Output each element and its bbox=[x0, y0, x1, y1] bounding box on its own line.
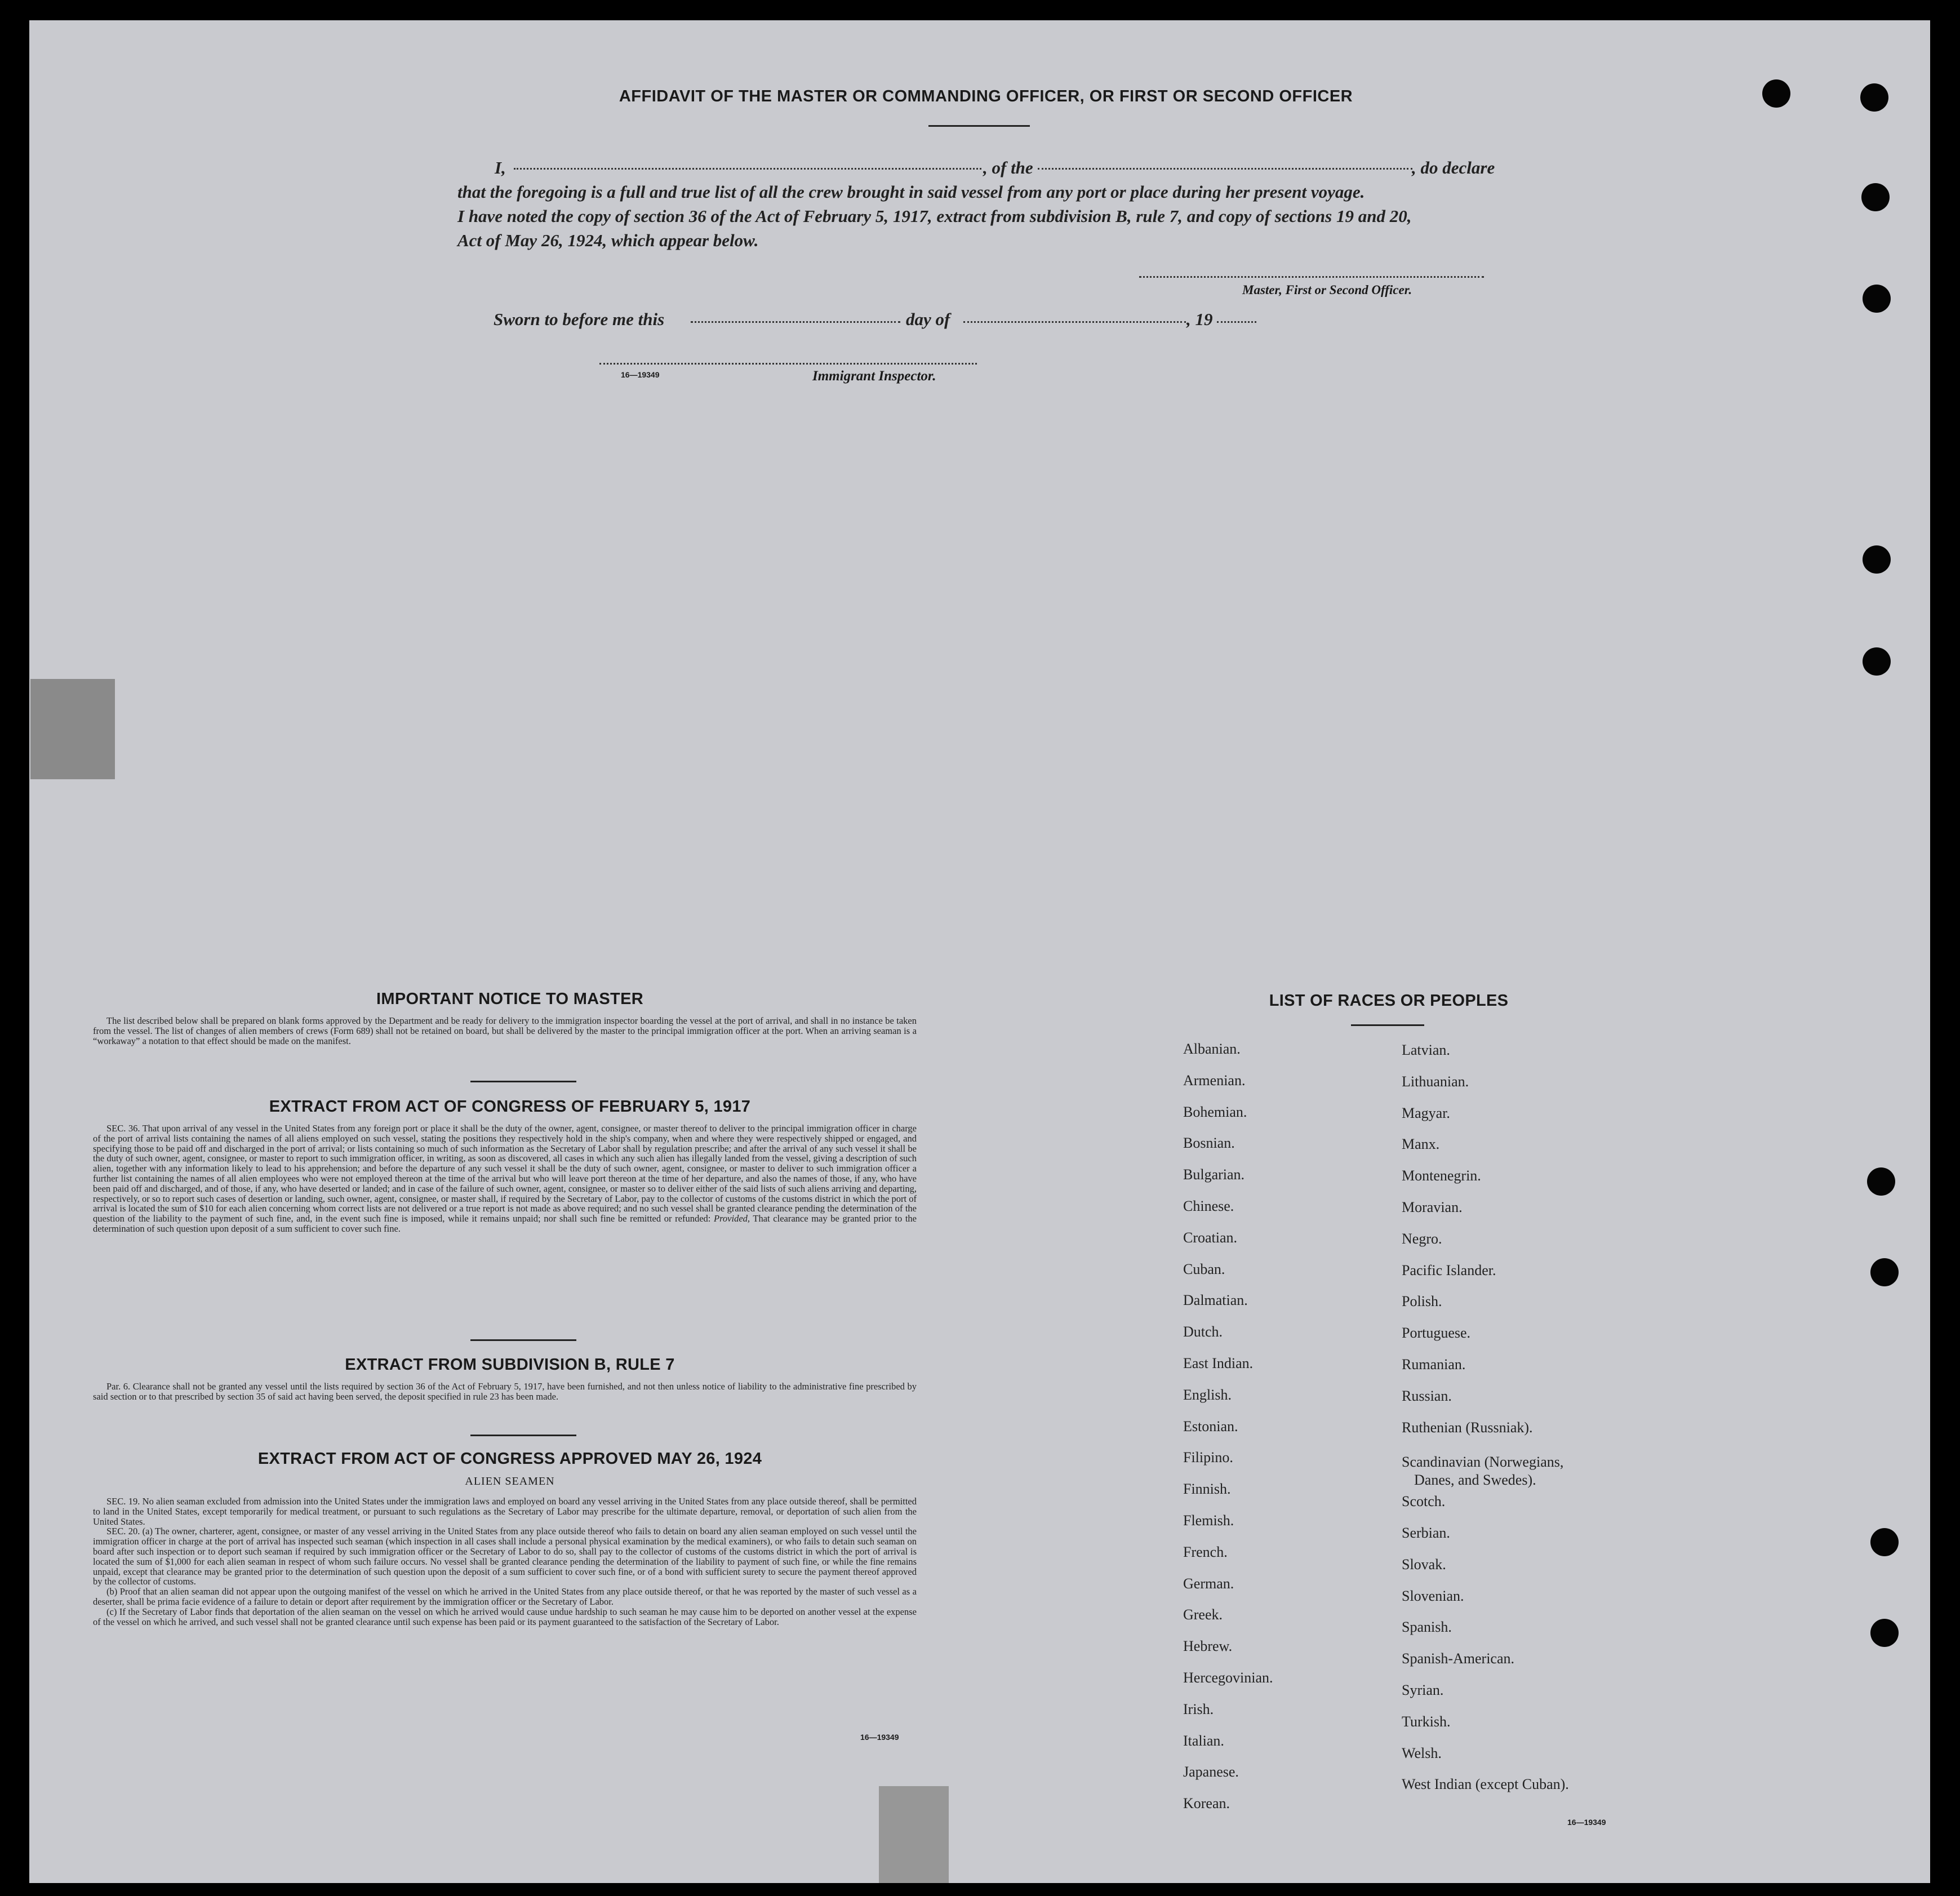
provided-word: Provided, bbox=[714, 1213, 750, 1224]
race-item: West Indian (except Cuban). bbox=[1402, 1776, 1569, 1793]
race-item: Estonian. bbox=[1183, 1418, 1238, 1435]
section-divider bbox=[470, 1339, 576, 1341]
race-item: Chinese. bbox=[1183, 1198, 1234, 1214]
sec20c-paragraph: (c) If the Secretary of Labor finds that deportation of the alien seaman on the vessel on which he arrived would cause undue hardship to such seaman he may cause him to be deported on another vessel at the expense of the vessel on which he arrived, and such vessel shall not be granted clearance until such expense has been paid or its payment guaranteed to the satisfaction of the Secretary of Labor. bbox=[93, 1606, 917, 1627]
race-item: Hercegovinian. bbox=[1183, 1669, 1273, 1686]
race-item: Latvian. bbox=[1402, 1042, 1450, 1058]
race-item: German. bbox=[1183, 1575, 1234, 1592]
race-item: Slovak. bbox=[1402, 1556, 1446, 1573]
punch-hole bbox=[1861, 183, 1890, 211]
race-item: Spanish. bbox=[1402, 1619, 1452, 1636]
race-item: Albanian. bbox=[1183, 1041, 1241, 1057]
race-item: Bosnian. bbox=[1183, 1135, 1235, 1152]
rule7-body bbox=[93, 1382, 917, 1402]
inspector-label: Immigrant Inspector. bbox=[812, 368, 936, 384]
punch-hole bbox=[1860, 83, 1888, 112]
affidavit-line-3: I have noted the copy of section 36 of the Act of February 5, 1917, extract from subdivision B, rule 7, and copy of sections 19 and 20, bbox=[457, 206, 1412, 226]
inspector-signature-line[interactable] bbox=[599, 363, 977, 365]
form-number: 16—19349 bbox=[1567, 1818, 1606, 1827]
race-item: Polish. bbox=[1402, 1293, 1442, 1310]
extract-1924-title: EXTRACT FROM ACT OF CONGRESS APPROVED MAY 26, 1924 bbox=[257, 1450, 762, 1468]
race-item: Scandinavian (Norwegians, bbox=[1402, 1454, 1564, 1471]
race-item: Cuban. bbox=[1183, 1260, 1225, 1277]
race-item: French. bbox=[1183, 1543, 1228, 1560]
punch-hole bbox=[1863, 647, 1891, 676]
alien-seamen-subtitle: ALIEN SEAMEN bbox=[465, 1475, 555, 1488]
race-item: Croatian. bbox=[1183, 1229, 1238, 1246]
sworn-day-field[interactable] bbox=[691, 321, 900, 323]
races-title: LIST OF RACES OR PEOPLES bbox=[1269, 992, 1509, 1010]
race-item: Manx. bbox=[1402, 1136, 1440, 1153]
race-item: Finnish. bbox=[1183, 1481, 1231, 1498]
race-item: Dalmatian. bbox=[1183, 1292, 1248, 1309]
signature-label: Master, First or Second Officer. bbox=[1242, 283, 1412, 297]
race-item: Korean. bbox=[1183, 1795, 1230, 1812]
race-item: Flemish. bbox=[1183, 1512, 1234, 1529]
section-divider bbox=[470, 1435, 576, 1436]
punch-hole bbox=[1870, 1528, 1899, 1556]
affidavit-of-the: , of the bbox=[983, 158, 1033, 177]
tape-stain bbox=[879, 1786, 949, 1883]
sec19-paragraph: SEC. 19. No alien seaman excluded from admission into the United States under the immigration laws and employed on board any vessel arriving in the United States from any place outside thereof, shall be permitted to land in the United States, except temporarily for medical treatment, or pursuant to such regulations as the Secretary of Labor may prescribe for the ultimate departure, removal, or deportation of such alien from the United States. bbox=[93, 1496, 917, 1527]
affidavit-i: I, bbox=[495, 158, 506, 177]
race-item: Japanese. bbox=[1183, 1764, 1239, 1780]
title-divider bbox=[928, 125, 1030, 127]
sworn-year-field[interactable] bbox=[1217, 321, 1256, 323]
race-item: Rumanian. bbox=[1402, 1356, 1466, 1373]
race-item: Danes, and Swedes). bbox=[1414, 1472, 1536, 1489]
punch-hole bbox=[1867, 1167, 1895, 1196]
tape-stain bbox=[30, 679, 115, 779]
sworn-month-field[interactable] bbox=[963, 321, 1186, 323]
sworn-year: , 19 bbox=[1186, 309, 1213, 329]
notice-body bbox=[93, 1016, 917, 1046]
sec20a-paragraph: SEC. 20. (a) The owner, charterer, agent, consignee, or master of any vessel arriving in the United States from any place outside thereof who fails to detain on board any alien seaman employed on such vessel until the immigration officer in charge at the port of arrival has inspected such seaman (which inspection in all cases shall include a personal physical examination by the medical examiners), or who fails to detain such seaman on board after such inspection or to deport such seaman if required by such immigration officer or the Secretary of Labor to do so, shall pay to the collector of customs of the customs district in which the port of arrival is located the sum of $1,000 for each alien seaman in respect of whom such failure occurs. No vessel shall be granted clearance pending the determination of the liability to payment of such fine, or while the fine remains unpaid, except that clearance may be granted prior to the determination of such question upon the deposit of a sum sufficient to cover such fine, or of a bond with sufficient surety to secure the payment thereof approved by the collector of customs. bbox=[93, 1526, 917, 1587]
section-divider bbox=[470, 1081, 576, 1082]
extract-1917-main: SEC. 36. That upon arrival of any vessel in the United States from any foreign port or place it shall be the duty of the owner, agent, consignee, or master thereof to deliver to the principal immigration officer in charge of the port of arrival lists containing the names of all aliens employed on such vessel, stating the positions they respectively hold in the ship's company, when and where they were respectively shipped or engaged, and specifying those to be paid off and discharged in the port of arrival; or lists containing so much of such information as the Secretary of Labor shall by regulation prescribe; and after the arrival of any such vessel it shall be the duty of such owner, agent, consignee, or master to report to such immigration officer, in writing, as soon as discovered, all cases in which any such alien has illegally landed from the vessel, giving a description of such alien, together with any information likely to lead to his apprehension; and before the departure of any such vessel it shall be the duty of such owner, agent, consignee, or master to deliver to such immigration officer a further list containing the names of all alien employees who were not employed thereon at the time of the arrival but who will leave port thereon at the time of her departure, and also the names of those, if any, who have been paid off and discharged, and of those, if any, who have deserted or landed; and in case of the failure of such owner, agent, consignee, or master so to deliver either of the said lists of such aliens arriving and departing, respectively, or so to report such cases of desertion or landing, such owner, agent, consignee, or master shall, if required by the Secretary of Labor, pay to the collector of customs of the customs district in which the port of arrival is located the sum of $10 for each alien concerning whom correct lists are not delivered or a true report is not made as above required; and no such vessel shall be granted clearance pending the determination of the question of the liability to the payment of such fine, and, in the event such fine is imposed, while it remains unpaid; nor shall such fine be remitted or refunded: bbox=[93, 1123, 917, 1224]
race-item: Italian. bbox=[1183, 1732, 1224, 1749]
race-item: Hebrew. bbox=[1183, 1638, 1233, 1655]
extract-1917-tail: That clearance may be granted prior to the determination of such question upon deposit of a sum sufficient to cover such fine. bbox=[93, 1213, 917, 1234]
race-item: Irish. bbox=[1183, 1700, 1214, 1717]
races-title-divider bbox=[1351, 1024, 1424, 1026]
affidavit-line-4: Act of May 26, 1924, which appear below. bbox=[457, 230, 759, 250]
race-item: Spanish-American. bbox=[1402, 1650, 1515, 1667]
race-item: Scotch. bbox=[1402, 1493, 1446, 1510]
race-item: Negro. bbox=[1402, 1230, 1442, 1247]
race-item: Filipino. bbox=[1183, 1449, 1233, 1466]
extract-1917-title: EXTRACT FROM ACT OF CONGRESS OF FEBRUARY 5, 1917 bbox=[269, 1098, 751, 1116]
sec20b-paragraph: (b) Proof that an alien seaman did not appear upon the outgoing manifest of the vessel on which he arrived in the United States from any place outside thereof, or that he was reported by the master of such vessel as a deserter, shall be prima facie evidence of a failure to detain or deport after requirement by the immigration officer or the Secretary of Labor. bbox=[93, 1586, 917, 1607]
punch-hole bbox=[1863, 285, 1891, 313]
race-item: Russian. bbox=[1402, 1387, 1452, 1404]
sworn-day-of: day of bbox=[906, 309, 950, 329]
race-item: Bohemian. bbox=[1183, 1103, 1247, 1120]
race-item: Armenian. bbox=[1183, 1072, 1246, 1089]
punch-hole bbox=[1863, 545, 1891, 574]
affidavit-line-2: that the foregoing is a full and true list of all the crew brought in said vessel from any port or place during her present voyage. bbox=[457, 182, 1365, 202]
punch-hole bbox=[1762, 79, 1790, 108]
extract-1924-body bbox=[93, 1497, 917, 1627]
form-number: 16—19349 bbox=[860, 1733, 899, 1742]
race-item: Moravian. bbox=[1402, 1199, 1463, 1215]
race-item: Montenegrin. bbox=[1402, 1167, 1481, 1184]
race-item: English. bbox=[1183, 1386, 1232, 1403]
race-item: Turkish. bbox=[1402, 1713, 1451, 1730]
signature-line[interactable] bbox=[1139, 276, 1484, 278]
notice-paragraph: The list described below shall be prepared on blank forms approved by the Department and be ready for delivery to the immigration inspector boarding the vessel at the port of arrival, and shall in no instance be taken from the vessel. The list of changes of alien members of crews (Form 689) shall not be retained on board, but shall be delivered by the master to the principal immigration officer at the port. When an arriving seaman is a “workaway” a notation to that effect should be made on the manifest. bbox=[93, 1015, 917, 1046]
extract-1917-paragraph bbox=[93, 1124, 917, 1234]
vessel-field[interactable] bbox=[1038, 168, 1412, 170]
race-item: Greek. bbox=[1183, 1606, 1223, 1623]
affidavit-title: AFFIDAVIT OF THE MASTER OR COMMANDING OFFICER, OR FIRST OR SECOND OFFICER bbox=[619, 87, 1353, 105]
affidavit-do-declare: , do declare bbox=[1412, 158, 1495, 177]
notice-title: IMPORTANT NOTICE TO MASTER bbox=[376, 990, 643, 1008]
sworn-prefix: Sworn to before me this bbox=[494, 309, 665, 329]
name-field[interactable] bbox=[514, 168, 981, 170]
race-item: Serbian. bbox=[1402, 1525, 1450, 1541]
race-item: Pacific Islander. bbox=[1402, 1262, 1496, 1278]
punch-hole bbox=[1870, 1258, 1899, 1286]
race-item: Welsh. bbox=[1402, 1744, 1442, 1761]
race-item: Bulgarian. bbox=[1183, 1166, 1245, 1183]
race-item: Slovenian. bbox=[1402, 1587, 1464, 1604]
race-item: Ruthenian (Russniak). bbox=[1402, 1419, 1533, 1436]
rule7-paragraph: Par. 6. Clearance shall not be granted any vessel until the lists required by section 36 of the Act of February 5, 1917, have been furnished, and not then unless notice of liability to the administrative fine prescribed by said section or to that prescribed by section 35 of said act having been served, the deposit specified in rule 23 has been made. bbox=[93, 1381, 917, 1402]
punch-hole bbox=[1870, 1619, 1899, 1647]
race-item: Portuguese. bbox=[1402, 1325, 1471, 1342]
extract-1917-body bbox=[93, 1124, 917, 1234]
race-item: Magyar. bbox=[1402, 1104, 1450, 1121]
form-number: 16—19349 bbox=[621, 370, 660, 379]
rule7-title: EXTRACT FROM SUBDIVISION B, RULE 7 bbox=[345, 1356, 675, 1374]
race-item: Dutch. bbox=[1183, 1324, 1223, 1340]
race-item: Syrian. bbox=[1402, 1682, 1444, 1698]
race-item: Lithuanian. bbox=[1402, 1073, 1469, 1090]
race-item: East Indian. bbox=[1183, 1355, 1254, 1371]
